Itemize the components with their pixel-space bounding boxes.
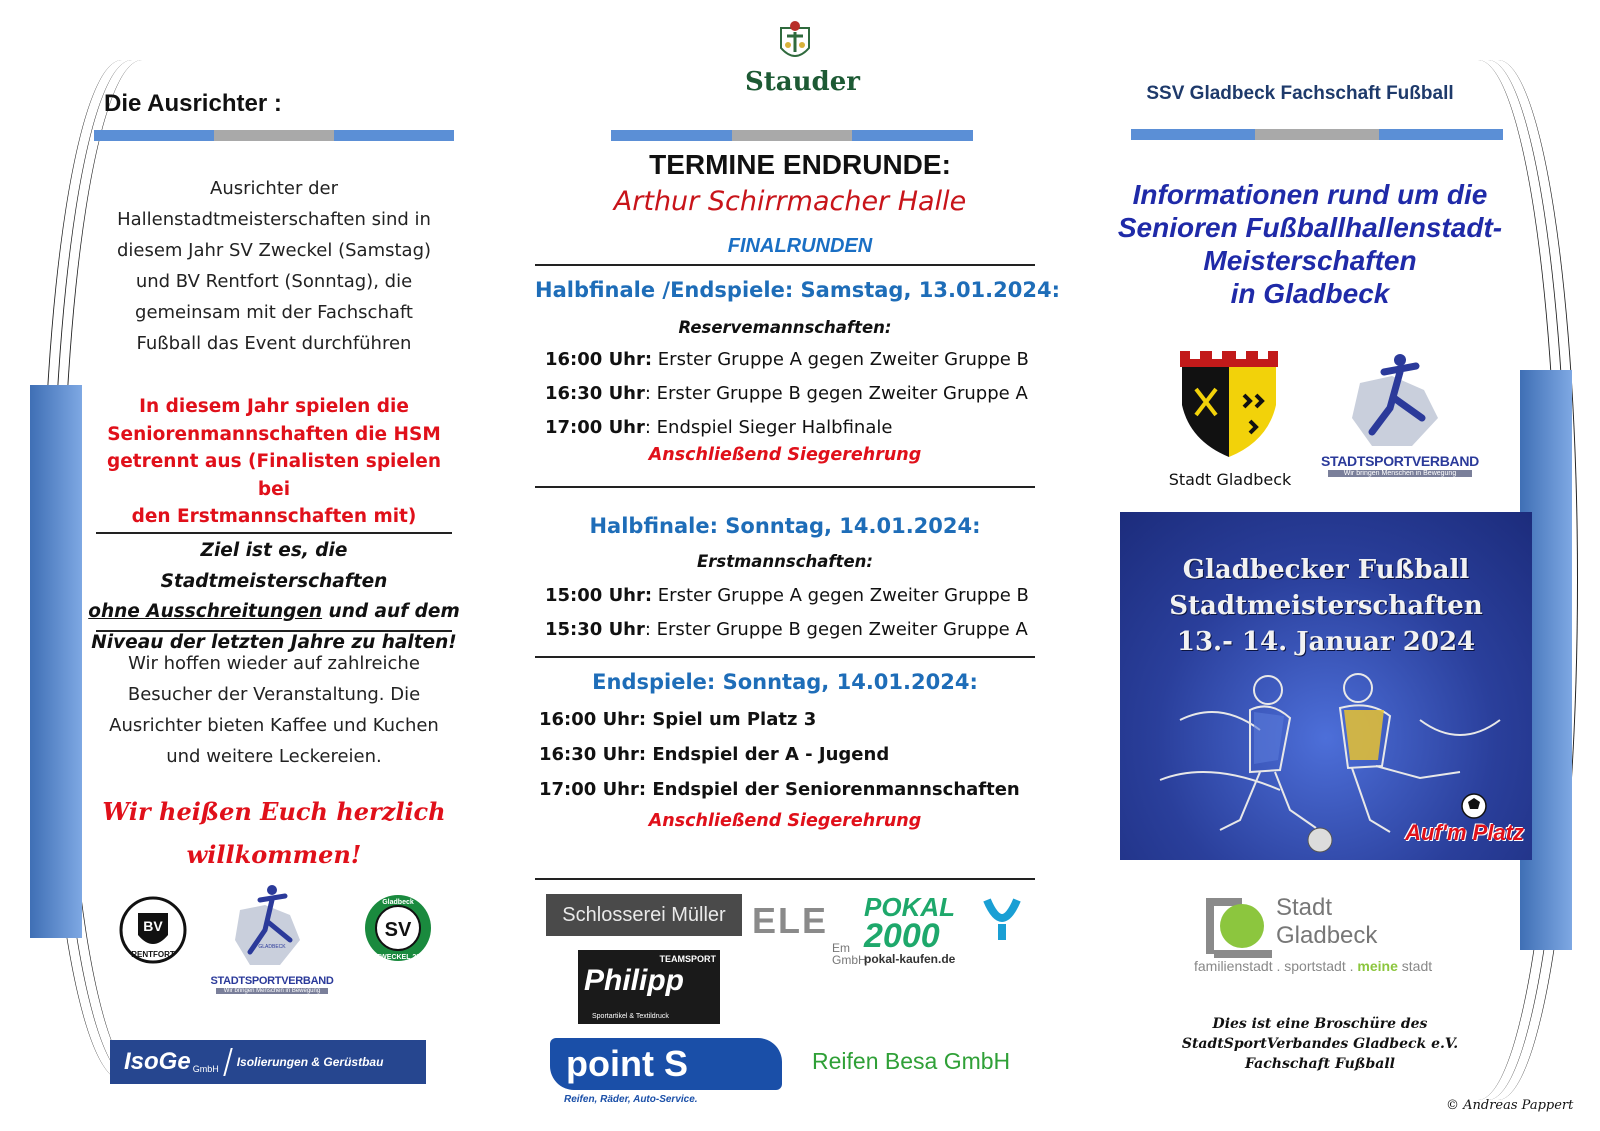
schlosserei-text: Schlosserei Müller xyxy=(562,903,726,926)
text-line: Meisterschaften xyxy=(1203,245,1417,276)
philipp-tagline: Sportartikel & Textildruck xyxy=(592,1013,669,1020)
termine-title: TERMINE ENDRUNDE: xyxy=(649,149,951,180)
copyright-credit: © Andreas Pappert xyxy=(1446,1098,1574,1113)
finals-heading: Endspiele: Sonntag, 14.01.2024: xyxy=(592,670,978,694)
text-line: Seniorenmannschaften die HSM xyxy=(107,423,441,445)
time: 16:30 Uhr xyxy=(545,383,645,404)
final-row-1: 16:00 Uhr: Spiel um Platz 3 xyxy=(539,709,817,730)
slogan-b: meine xyxy=(1357,958,1398,974)
philipp-ring: TEAMSPORT xyxy=(659,954,716,964)
bv-rentfort-logo xyxy=(118,895,188,965)
sat-ceremony: Anschließend Siegerehrung xyxy=(648,445,922,465)
stadtsportverband-logo-right xyxy=(1320,348,1480,488)
coat-label: Stadt Gladbeck xyxy=(1168,470,1292,489)
point-s-tagline: Reifen, Räder, Auto-Service. xyxy=(564,1094,698,1105)
final-row-3: 17:00 Uhr: Endspiel der Seniorenmannschaften xyxy=(539,779,1020,800)
point-s-logo xyxy=(550,1038,782,1108)
text-line: Ausrichter der xyxy=(210,178,338,199)
text-line: und weitere Leckereien. xyxy=(166,746,382,767)
sat-row-1 xyxy=(545,349,1029,370)
ball-icon xyxy=(1460,792,1488,820)
trophy-icon xyxy=(982,896,1022,946)
notice-text xyxy=(94,393,454,531)
match: Erster Gruppe A gegen Zweiter Gruppe B xyxy=(652,585,1029,606)
goal-rule-bottom xyxy=(96,630,452,632)
time: 17:00 Uhr xyxy=(545,417,645,438)
sun-group: Erstmannschaften: xyxy=(696,552,874,571)
sun-heading: Halbfinale: Sonntag, 14.01.2024: xyxy=(589,514,981,538)
sv-text: SV xyxy=(384,919,412,941)
aufm-platz-logo: Auf'm Platz xyxy=(1405,820,1524,845)
left-heading: Die Ausrichter : xyxy=(104,90,282,117)
text-line: Informationen rund um die xyxy=(1132,179,1488,210)
ele-text: ELE xyxy=(752,900,829,941)
bv-ring-text: RENTFORT xyxy=(131,950,175,959)
text-line: diesem Jahr SV Zweckel (Samstag) xyxy=(116,240,432,261)
bv-text: BV xyxy=(143,918,163,934)
venue-name: Arthur Schirrmacher Halle xyxy=(613,186,967,217)
goal-rest: und auf dem xyxy=(322,601,460,622)
isoge-gmbh: GmbH xyxy=(192,1064,219,1074)
text-line: In diesem Jahr spielen die xyxy=(139,396,409,417)
organizer-text xyxy=(94,173,454,359)
time: 15:30 Uhr xyxy=(545,619,645,640)
isoge-divider xyxy=(223,1048,233,1076)
banner-title xyxy=(1120,552,1532,660)
text-line: 13.- 14. Januar 2024 xyxy=(1176,627,1476,657)
ssv-tagline: Wir bringen Menschen in Bewegung xyxy=(216,988,328,994)
pokal-2000-logo xyxy=(864,894,1024,974)
text-line: Wir heißen Euch herzlich xyxy=(102,797,446,826)
match: Erster Gruppe A gegen Zweiter Gruppe B xyxy=(652,349,1029,370)
left-divider-bar xyxy=(94,130,454,141)
org-heading: SSV Gladbeck Fachschaft Fußball xyxy=(1146,83,1454,104)
city-slogan xyxy=(1194,958,1432,974)
text-line: getrennt aus (Finalisten spielen bei xyxy=(106,451,442,500)
text-line: und BV Rentfort (Sonntag), die xyxy=(135,271,413,292)
text-line: StadtSportVerbandes Gladbeck e.V. xyxy=(1181,1036,1459,1052)
text-line: Wir hoffen wieder auf zahlreiche xyxy=(128,653,420,674)
hope-text xyxy=(94,648,454,772)
point-s-box xyxy=(550,1038,782,1090)
right-divider-bar xyxy=(1131,129,1503,140)
middle-rule-2 xyxy=(535,486,1035,488)
time: 15:00 Uhr: xyxy=(545,585,653,606)
text-line: Ausrichter bieten Kaffee und Kuchen xyxy=(109,715,439,736)
goal-text xyxy=(88,536,460,658)
philipp-teamsport-logo xyxy=(578,950,720,1024)
sat-row-3 xyxy=(545,417,892,438)
ele-logo xyxy=(752,900,867,982)
reifen-besa-logo: Reifen Besa GmbH xyxy=(812,1048,1011,1074)
ssv-badge-text: GLADBECK xyxy=(258,944,286,950)
ssv-tagline-right: Wir bringen Menschen in Bewegung xyxy=(1328,470,1472,477)
middle-rule-3 xyxy=(535,656,1035,658)
stauder-wordmark: Stauder xyxy=(745,67,860,97)
stadtmeisterschaften-banner xyxy=(1120,512,1532,860)
city-mark-icon xyxy=(1202,894,1278,958)
text-line: Fußball das Event durchführen xyxy=(136,333,412,354)
middle-rule-1 xyxy=(535,264,1035,266)
text-line: den Erstmannschaften mit) xyxy=(131,506,417,527)
text-line: Gladbecker Fußball xyxy=(1182,555,1470,585)
city-name-1: Stadt xyxy=(1276,894,1333,921)
slogan-a: familienstadt . sportstadt . xyxy=(1194,958,1358,974)
sat-group: Reservemannschaften: xyxy=(678,318,892,337)
text-line: Niveau der letzten Jahre zu halten! xyxy=(91,631,457,653)
text-line: Senioren Fußballhallenstadt- xyxy=(1117,212,1503,243)
final-row-2: 16:30 Uhr: Endspiel der A - Jugend xyxy=(539,744,890,765)
sv-top-text: Gladbeck xyxy=(382,899,414,906)
pokal-url: pokal-kaufen.de xyxy=(864,952,956,966)
philipp-name: Philipp xyxy=(584,964,684,997)
city-name-2: Gladbeck xyxy=(1276,922,1378,949)
slogan-c: stadt xyxy=(1397,958,1433,974)
pokal-top: POKAL xyxy=(864,892,955,922)
sun-row-2 xyxy=(545,619,1028,640)
stadt-gladbeck-logo xyxy=(1180,890,1500,980)
pokal-num: 2000 xyxy=(864,917,940,955)
welcome-text xyxy=(94,790,454,876)
match: : Erster Gruppe B gegen Zweiter Gruppe A xyxy=(644,619,1028,640)
finals-ceremony: Anschließend Siegerehrung xyxy=(648,811,922,831)
match: : Endspiel Sieger Halbfinale xyxy=(644,417,893,438)
goal-underlined: ohne Ausschreitungen xyxy=(88,601,323,622)
text-line: Dies ist eine Broschüre des xyxy=(1212,1016,1428,1032)
sat-row-2 xyxy=(545,383,1028,404)
goal-rule-top xyxy=(96,532,452,534)
isoge-logo xyxy=(110,1040,426,1084)
sv-bottom-text: ZWECKEL 23 xyxy=(375,954,421,961)
stadtsportverband-logo-left xyxy=(210,880,334,1006)
ssv-name-right: STADTSPORTVERBAND xyxy=(1321,453,1479,469)
middle-divider-bar xyxy=(611,130,973,141)
middle-rule-4 xyxy=(535,878,1035,880)
ele-sub: Em GmbH xyxy=(832,941,867,967)
sat-heading: Halbfinale /Endspiele: Samstag, 13.01.2024: xyxy=(535,278,1060,302)
schlosserei-mueller-logo xyxy=(546,894,742,936)
text-line: Stadtmeisterschaften xyxy=(1169,591,1483,621)
gladbeck-coat-of-arms xyxy=(1160,345,1300,489)
stauder-logo xyxy=(745,20,860,102)
isoge-name: IsoGe xyxy=(124,1048,191,1075)
text-line xyxy=(88,597,460,628)
info-heading xyxy=(1090,178,1530,310)
isoge-tagline: Isolierungen & Gerüstbau xyxy=(236,1055,384,1069)
left-side-band xyxy=(30,385,82,938)
text-line: gemeinsam mit der Fachschaft xyxy=(135,302,413,323)
ssv-name: STADTSPORTVERBAND xyxy=(210,975,334,987)
text-line: Fachschaft Fußball xyxy=(1245,1056,1395,1072)
text-line: Besucher der Veranstaltung. Die xyxy=(127,684,421,705)
text-line: Hallenstadtmeisterschaften sind in xyxy=(117,209,431,230)
finalrunden-label: FINALRUNDEN xyxy=(727,235,873,257)
text-line: willkommen! xyxy=(186,840,362,869)
time: 16:00 Uhr: xyxy=(545,349,653,370)
match: : Erster Gruppe B gegen Zweiter Gruppe A xyxy=(644,383,1028,404)
sun-row-1 xyxy=(545,585,1029,606)
point-s-text: point S xyxy=(566,1043,688,1084)
text-line: Ziel ist es, die Stadtmeisterschaften xyxy=(160,540,388,592)
text-line: in Gladbeck xyxy=(1230,278,1390,309)
brochure-note xyxy=(1140,1014,1500,1074)
sv-zweckel-logo xyxy=(363,893,433,963)
